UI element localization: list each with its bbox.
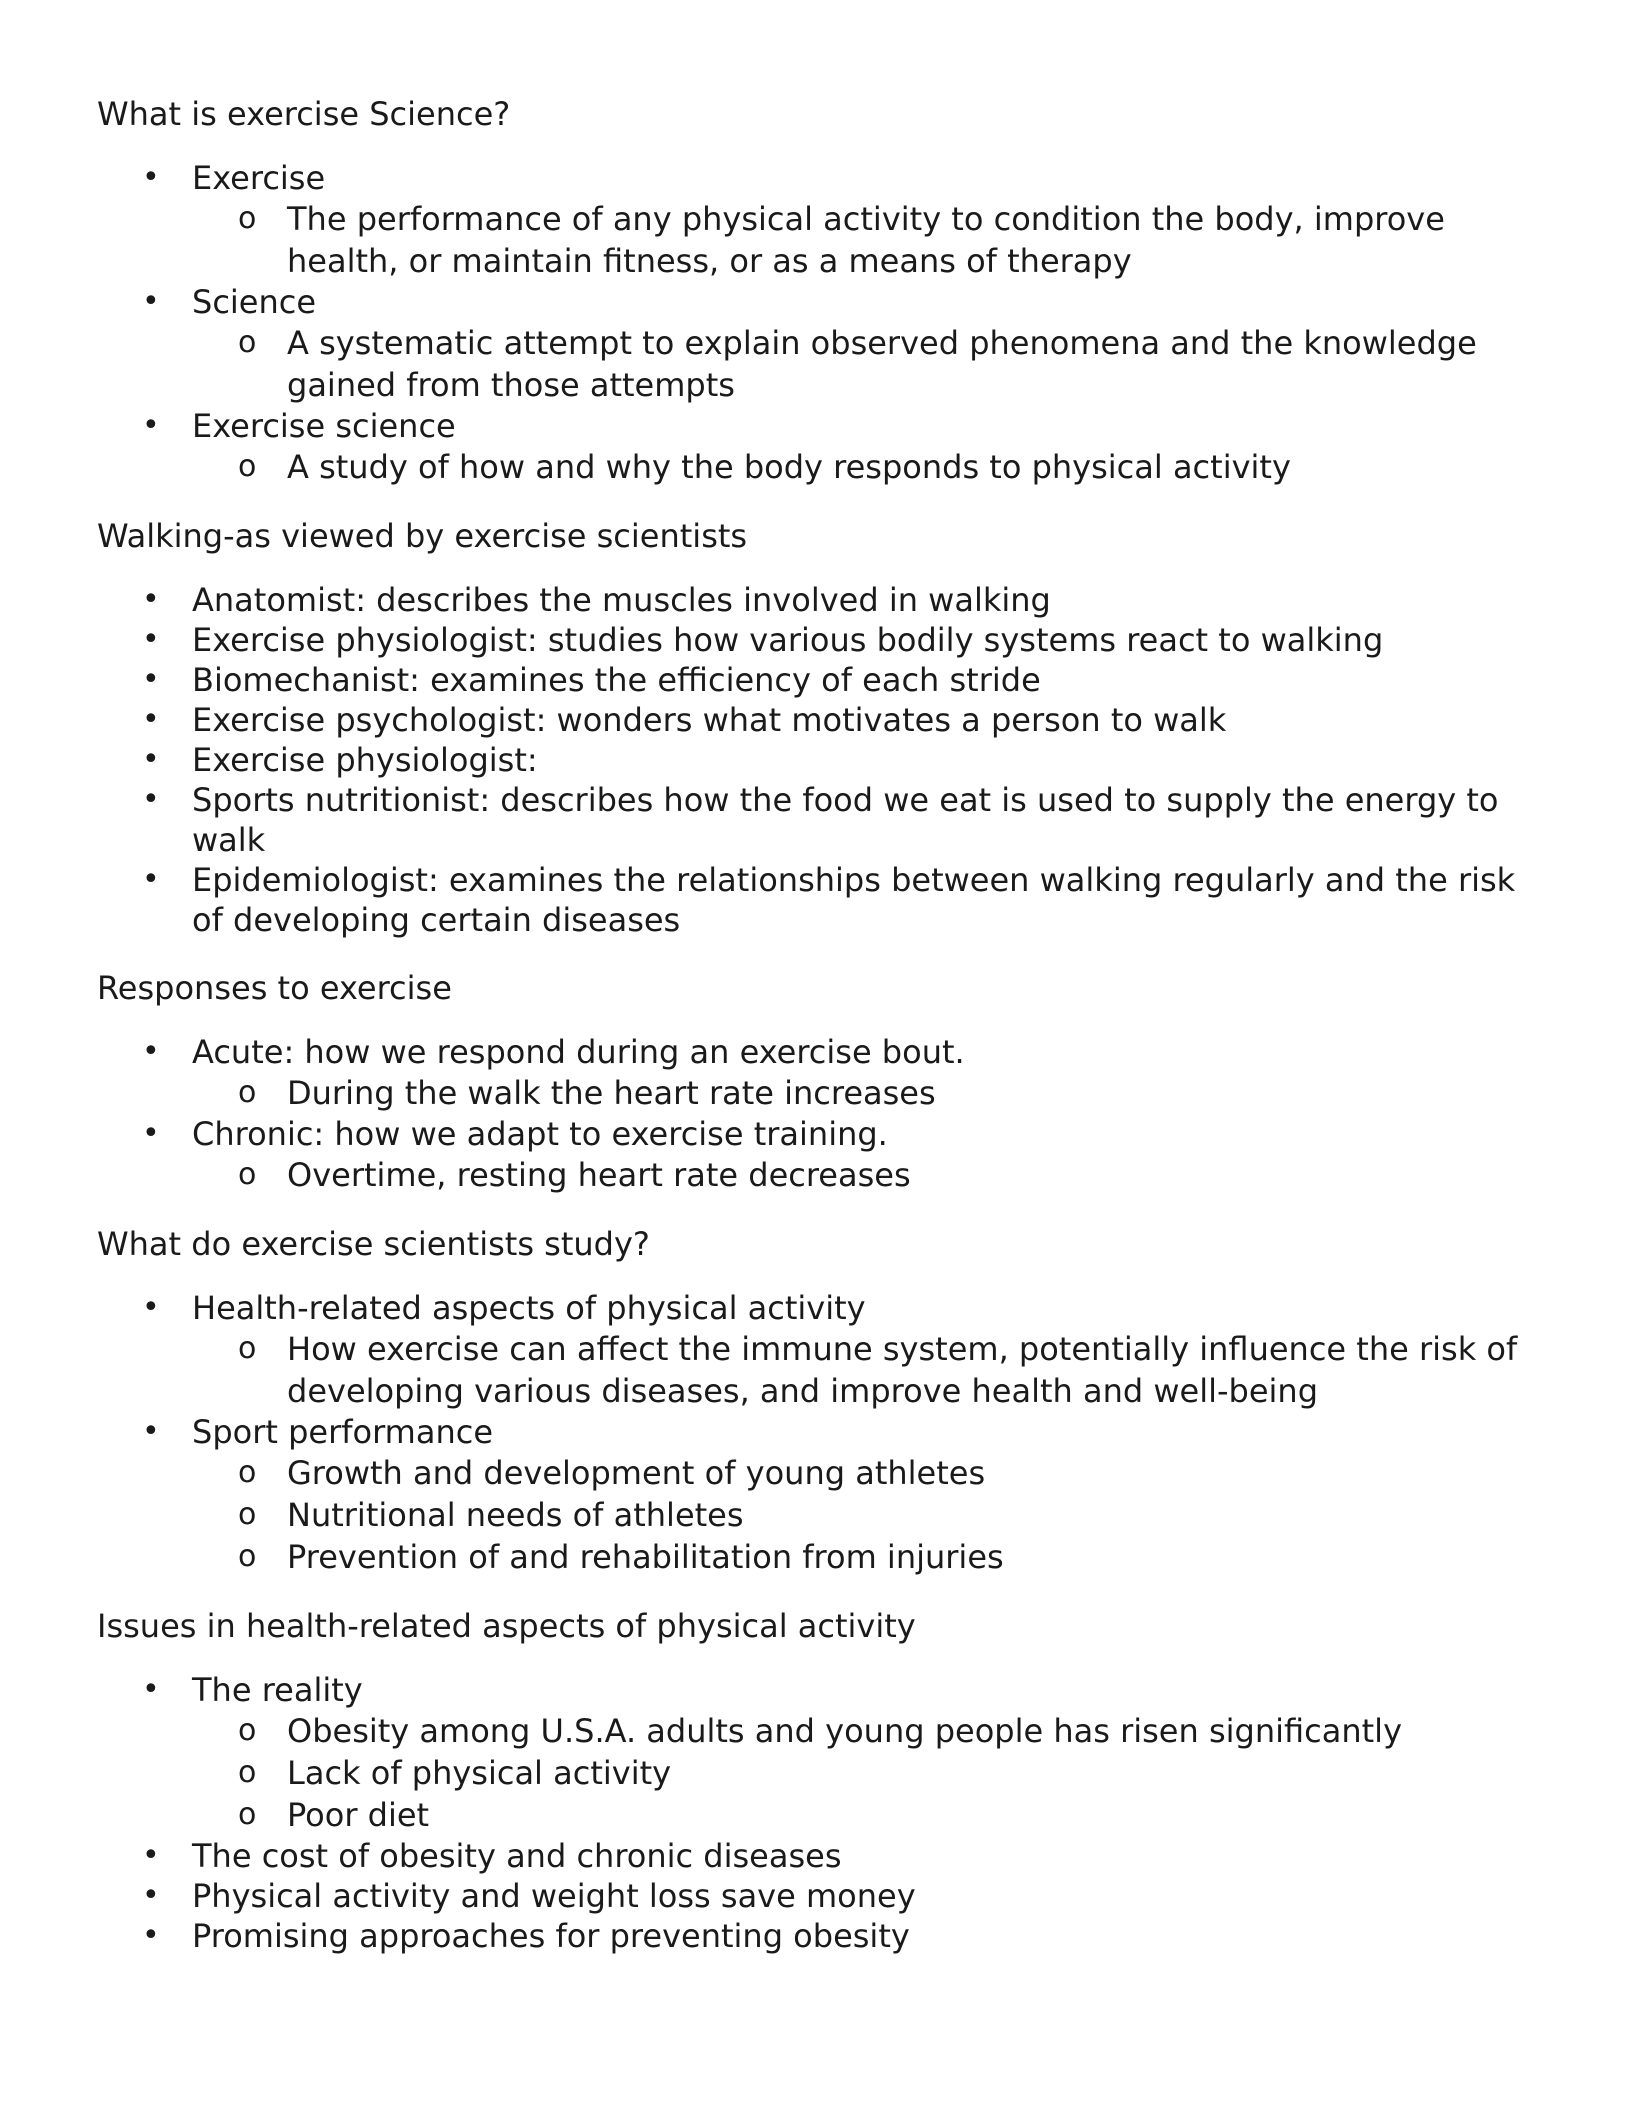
bullet-icon: • <box>142 1116 160 1151</box>
sub-list-item-text: A systematic attempt to explain observed phenomena and the knowledge gained from those attempts <box>287 324 1477 404</box>
list-item-text: The reality <box>192 1671 363 1709</box>
circle-bullet-icon: o <box>238 1797 257 1832</box>
bullet-list <box>97 1670 1537 1956</box>
list-item <box>97 1836 1537 1876</box>
circle-bullet-icon: o <box>238 1331 257 1366</box>
section-heading: What is exercise Science? <box>97 95 511 133</box>
document-page <box>97 92 1537 1982</box>
sub-list-item <box>192 1494 1537 1536</box>
sub-list-item <box>192 1794 1537 1836</box>
list-item <box>97 1114 1537 1196</box>
bullet-icon: • <box>142 284 160 319</box>
sub-list-item-text: During the walk the heart rate increases <box>287 1074 936 1112</box>
bullet-icon: • <box>142 662 160 697</box>
list-item <box>97 1916 1537 1956</box>
list-item-text: Exercise psychologist: wonders what motivates a person to walk <box>192 701 1227 739</box>
sub-list-item <box>192 446 1537 488</box>
bullet-list <box>97 1288 1537 1578</box>
list-item-text: Exercise <box>192 159 326 197</box>
bullet-icon: • <box>142 1290 160 1325</box>
section-heading: What do exercise scientists study? <box>97 1225 650 1263</box>
sub-list-item-text: The performance of any physical activity to condition the body, improve health, or maintain fitness, or as a means of therapy <box>287 200 1445 280</box>
section-heading: Walking-as viewed by exercise scientists <box>97 517 748 555</box>
list-item <box>97 1412 1537 1578</box>
bullet-icon: • <box>142 782 160 817</box>
sub-list-item-text: A study of how and why the body responds to physical activity <box>287 448 1291 486</box>
bullet-icon: • <box>142 622 160 657</box>
bullet-icon: • <box>142 1414 160 1449</box>
section-walking-viewed-by-scientists <box>97 514 1537 940</box>
list-item-text: Anatomist: describes the muscles involved in walking <box>192 581 1051 619</box>
list-item <box>97 1670 1537 1836</box>
section-heading: Responses to exercise <box>97 969 452 1007</box>
sub-list-item-text: Nutritional needs of athletes <box>287 1496 744 1534</box>
sub-list <box>192 198 1537 282</box>
list-item-text: Exercise science <box>192 407 456 445</box>
bullet-icon: • <box>142 408 160 443</box>
sub-list-item-text: Overtime, resting heart rate decreases <box>287 1156 911 1194</box>
list-item <box>97 620 1537 660</box>
sub-list-item <box>192 1154 1537 1196</box>
list-item <box>97 406 1537 488</box>
sub-list-item-text: Growth and development of young athletes <box>287 1454 986 1492</box>
circle-bullet-icon: o <box>238 1755 257 1790</box>
bullet-icon: • <box>142 582 160 617</box>
list-item <box>97 1876 1537 1916</box>
circle-bullet-icon: o <box>238 1539 257 1574</box>
list-item <box>97 700 1537 740</box>
circle-bullet-icon: o <box>238 1075 257 1110</box>
bullet-icon: • <box>142 1838 160 1873</box>
bullet-icon: • <box>142 1878 160 1913</box>
section-issues-health-related <box>97 1604 1537 1956</box>
section-heading: Issues in health-related aspects of physical activity <box>97 1607 916 1645</box>
sub-list-item <box>192 1752 1537 1794</box>
sub-list-item-text: Obesity among U.S.A. adults and young people has risen significantly <box>287 1712 1402 1750</box>
list-item <box>97 158 1537 282</box>
sub-list-item <box>192 1536 1537 1578</box>
list-item-text: The cost of obesity and chronic diseases <box>192 1837 842 1875</box>
sub-list-item-text: Lack of physical activity <box>287 1754 672 1792</box>
bullet-icon: • <box>142 1034 160 1069</box>
list-item <box>97 282 1537 406</box>
circle-bullet-icon: o <box>238 201 257 236</box>
list-item <box>97 1288 1537 1412</box>
list-item-text: Science <box>192 283 317 321</box>
sub-list-item-text: Poor diet <box>287 1796 430 1834</box>
circle-bullet-icon: o <box>238 1455 257 1490</box>
circle-bullet-icon: o <box>238 325 257 360</box>
bullet-icon: • <box>142 160 160 195</box>
circle-bullet-icon: o <box>238 1157 257 1192</box>
list-item-text: Exercise physiologist: <box>192 741 538 779</box>
sub-list <box>192 322 1537 406</box>
bullet-icon: • <box>142 862 160 897</box>
list-item <box>97 740 1537 780</box>
bullet-icon: • <box>142 702 160 737</box>
circle-bullet-icon: o <box>238 1497 257 1532</box>
list-item-text: Biomechanist: examines the efficiency of each stride <box>192 661 1041 699</box>
list-item-text: Physical activity and weight loss save money <box>192 1877 916 1915</box>
sub-list <box>192 1154 1537 1196</box>
bullet-icon: • <box>142 1918 160 1953</box>
sub-list-item <box>192 1328 1537 1412</box>
sub-list-item-text: Prevention of and rehabilitation from injuries <box>287 1538 1004 1576</box>
sub-list <box>192 1072 1537 1114</box>
list-item-text: Chronic: how we adapt to exercise training. <box>192 1115 888 1153</box>
sub-list-item <box>192 1072 1537 1114</box>
list-item-text: Sport performance <box>192 1413 494 1451</box>
bullet-icon: • <box>142 1672 160 1707</box>
sub-list-item <box>192 1452 1537 1494</box>
bullet-list <box>97 580 1537 940</box>
bullet-icon: • <box>142 742 160 777</box>
section-what-do-scientists-study <box>97 1222 1537 1578</box>
list-item-text: Sports nutritionist: describes how the food we eat is used to supply the energy to walk <box>192 781 1499 859</box>
bullet-list <box>97 158 1537 488</box>
list-item-text: Promising approaches for preventing obesity <box>192 1917 910 1955</box>
sub-list <box>192 1328 1537 1412</box>
bullet-list <box>97 1032 1537 1196</box>
sub-list-item <box>192 1710 1537 1752</box>
circle-bullet-icon: o <box>238 449 257 484</box>
sub-list-item <box>192 322 1537 406</box>
list-item <box>97 580 1537 620</box>
sub-list <box>192 446 1537 488</box>
sub-list-item <box>192 198 1537 282</box>
list-item <box>97 860 1537 940</box>
list-item <box>97 1032 1537 1114</box>
section-responses-to-exercise <box>97 966 1537 1196</box>
list-item-text: Health-related aspects of physical activity <box>192 1289 866 1327</box>
list-item <box>97 660 1537 700</box>
list-item-text: Acute: how we respond during an exercise bout. <box>192 1033 965 1071</box>
list-item <box>97 780 1537 860</box>
sub-list <box>192 1710 1537 1836</box>
circle-bullet-icon: o <box>238 1713 257 1748</box>
list-item-text: Exercise physiologist: studies how various bodily systems react to walking <box>192 621 1384 659</box>
sub-list <box>192 1452 1537 1578</box>
list-item-text: Epidemiologist: examines the relationships between walking regularly and the risk of developing certain diseases <box>192 861 1516 939</box>
section-what-is-exercise-science <box>97 92 1537 488</box>
sub-list-item-text: How exercise can affect the immune system, potentially influence the risk of developing various diseases, and improve health and well-being <box>287 1330 1518 1410</box>
